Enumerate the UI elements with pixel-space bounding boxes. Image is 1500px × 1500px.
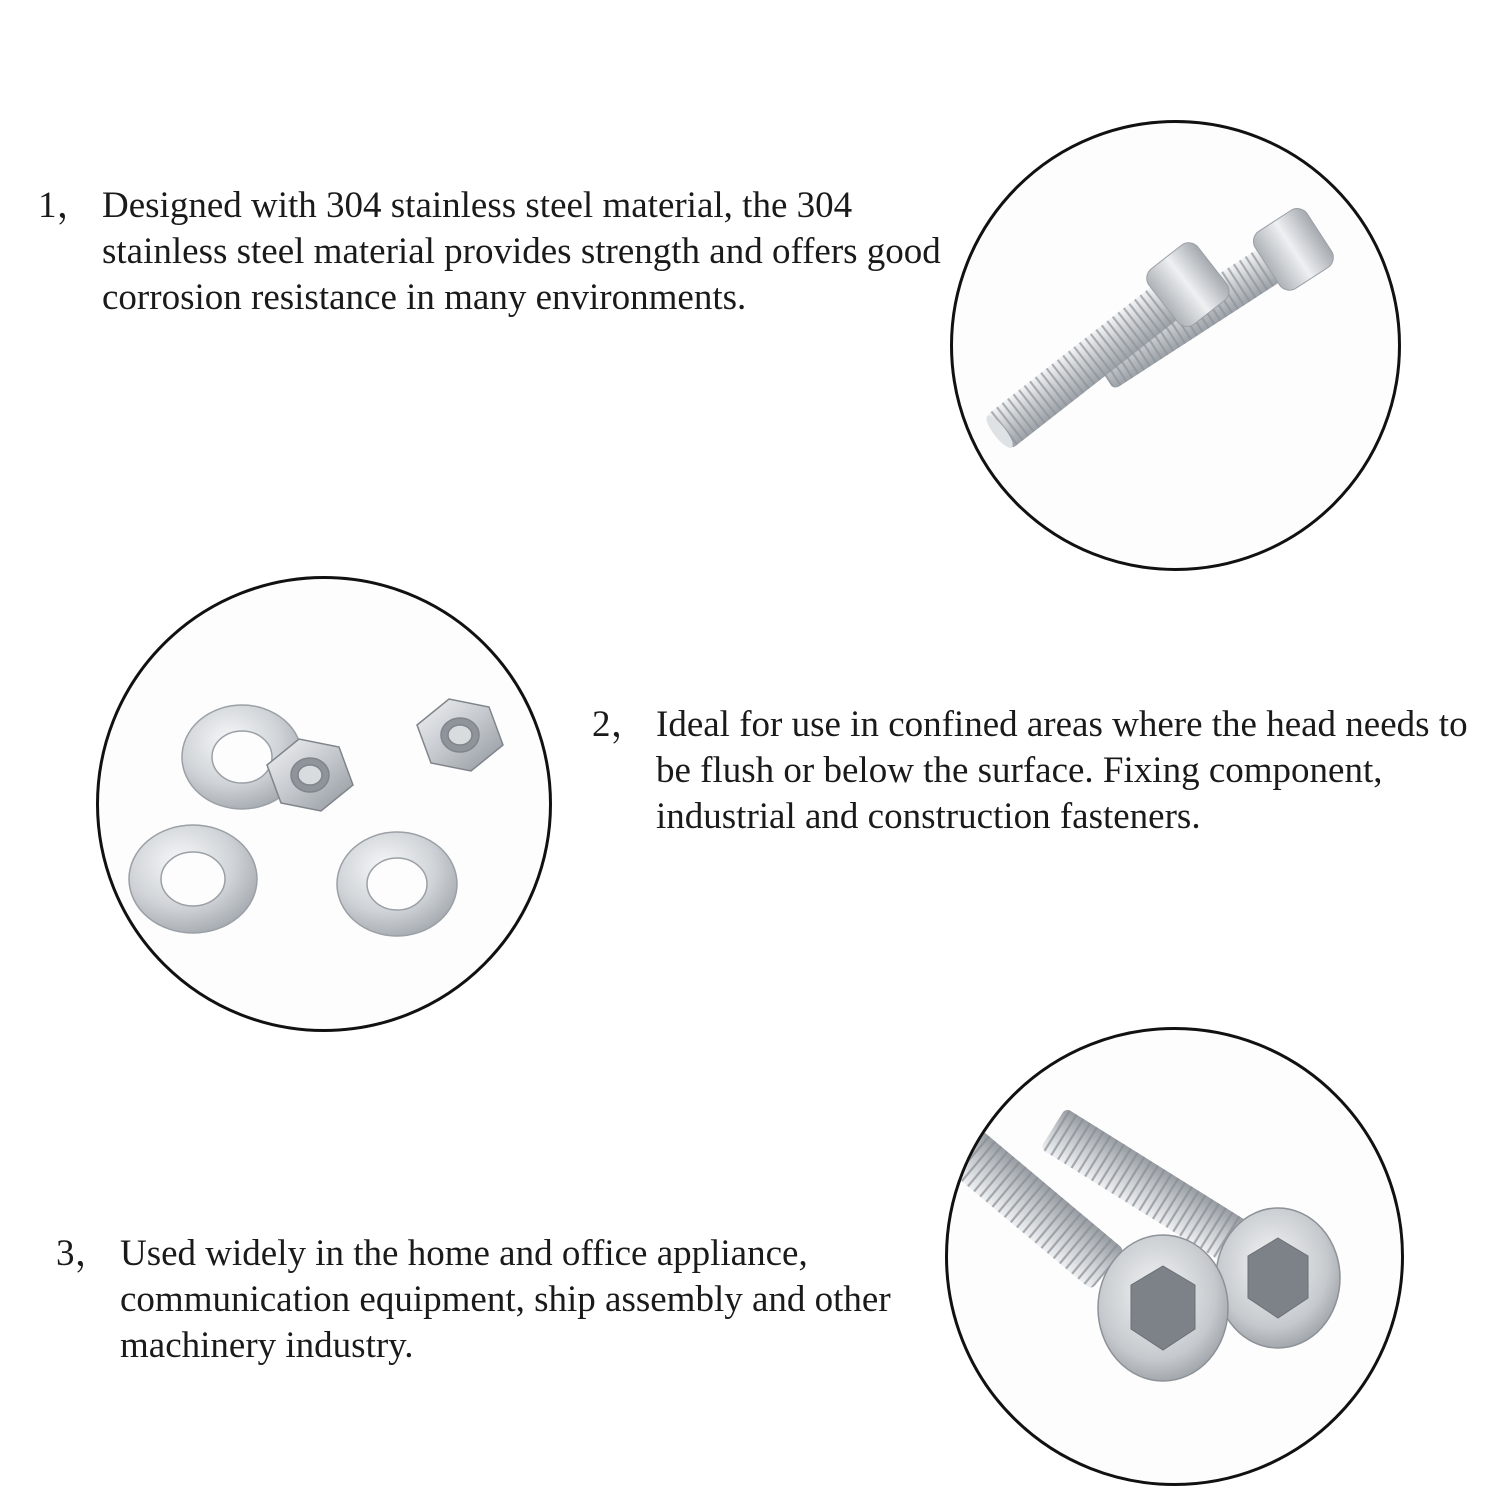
feature-1 [38, 183, 968, 321]
screws-side-illustration [953, 123, 1398, 568]
feature-3-text: Used widely in the home and office appliance, communication equipment, ship assembly and other machinery industry. [120, 1233, 891, 1366]
screws-side-photo [950, 120, 1401, 571]
feature-3 [56, 1231, 936, 1369]
feature-3-number: 3， [56, 1233, 112, 1274]
feature-1-number: 1， [38, 185, 94, 226]
feature-2-text: Ideal for use in confined areas where the head needs to be flush or below the surface. Fixing component, industrial and construction fasteners. [656, 704, 1468, 837]
feature-2 [592, 702, 1492, 840]
nuts-washers-photo [96, 576, 552, 1032]
screws-head-illustration [948, 1030, 1401, 1483]
screws-head-photo [945, 1027, 1404, 1486]
nuts-washers-illustration [99, 579, 549, 1029]
feature-2-number: 2， [592, 704, 648, 745]
feature-1-text: Designed with 304 stainless steel material, the 304 stainless steel material provides strength and offers good corrosion resistance in many environments. [102, 185, 941, 318]
